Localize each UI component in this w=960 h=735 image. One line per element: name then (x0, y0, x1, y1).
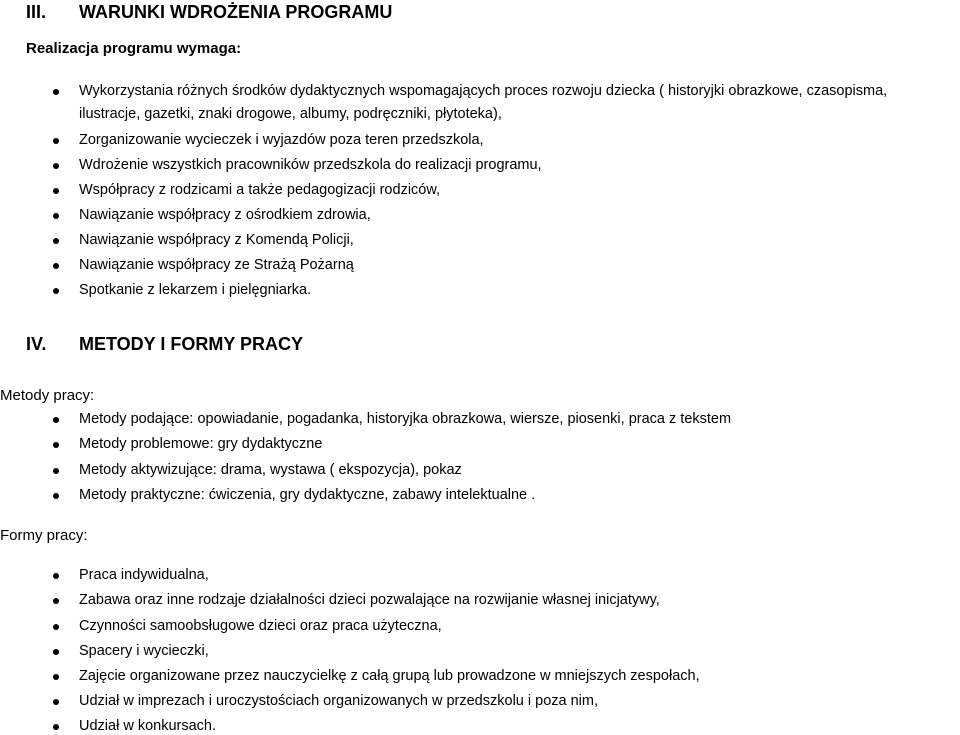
list-item: Metody aktywizujące: drama, wystawa ( ekspozycja), pokaz (79, 462, 462, 478)
bullet-icon (53, 89, 59, 95)
bullet-icon (53, 288, 59, 294)
section-3-number: III. (26, 2, 47, 22)
list-item: Współpracy z rodzicami a także pedagogizacji rodziców, (79, 182, 441, 198)
bullet-icon (53, 138, 59, 144)
list-item: Nawiązanie współpracy z Komendą Policji, (79, 232, 354, 248)
section-3-title: WARUNKI WDROŻENIA PROGRAMU (79, 2, 393, 22)
list-item: Metody problemowe: gry dydaktyczne (79, 436, 323, 452)
list-item: Praca indywidualna, (79, 567, 209, 583)
bullet-icon (53, 724, 59, 730)
list-item: Nawiązanie współpracy ze Strażą Pożarną (79, 257, 354, 273)
list-item: Udział w konkursach. (79, 718, 216, 734)
bullet-icon (53, 493, 59, 499)
section-3-subtitle: Realizacja programu wymaga: (26, 40, 242, 57)
list-item: Zajęcie organizowane przez nauczycielkę z całą grupą lub prowadzone w mniejszych zespołach, (79, 668, 700, 684)
bullet-icon (53, 674, 59, 680)
bullet-icon (53, 624, 59, 630)
list-item: Spacery i wycieczki, (79, 643, 209, 659)
section-4-number: IV. (26, 334, 47, 354)
list-item: Zabawa oraz inne rodzaje działalności dzieci pozwalające na rozwijanie własnej inicjatywy, (79, 592, 660, 608)
list-item: Nawiązanie współpracy z ośrodkiem zdrowia, (79, 207, 371, 223)
list-item: Zorganizowanie wycieczek i wyjazdów poza teren przedszkola, (79, 132, 484, 148)
bullet-icon (53, 238, 59, 244)
bullet-icon (53, 163, 59, 169)
bullet-icon (53, 699, 59, 705)
bullet-icon (53, 213, 59, 219)
bullet-icon (53, 468, 59, 474)
bullet-icon (53, 417, 59, 423)
list-item: Czynności samoobsługowe dzieci oraz praca użyteczna, (79, 618, 442, 634)
bullet-icon (53, 442, 59, 448)
list-item: Wdrożenie wszystkich pracowników przedszkola do realizacji programu, (79, 157, 542, 173)
list-item: Udział w imprezach i uroczystościach organizowanych w przedszkolu i poza nim, (79, 693, 598, 709)
forms-heading: Formy pracy: (0, 527, 88, 544)
bullet-icon (53, 263, 59, 269)
methods-heading: Metody pracy: (0, 387, 95, 404)
list-item-continuation: ilustracje, gazetki, znaki drogowe, albumy, podręczniki, płytoteka), (79, 106, 502, 122)
bullet-icon (53, 573, 59, 579)
list-item: Metody praktyczne: ćwiczenia, gry dydaktyczne, zabawy intelektualne . (79, 487, 536, 503)
section-4-title: METODY I FORMY PRACY (79, 334, 304, 354)
bullet-icon (53, 598, 59, 604)
list-item: Metody podające: opowiadanie, pogadanka, historyjka obrazkowa, wiersze, piosenki, praca z tekstem (79, 411, 732, 427)
list-item: Spotkanie z lekarzem i pielęgniarka. (79, 282, 312, 298)
bullet-icon (53, 188, 59, 194)
list-item: Wykorzystania różnych środków dydaktycznych wspomagających proces rozwoju dziecka ( historyjki obrazkowe, czasopisma, (79, 83, 888, 99)
bullet-icon (53, 649, 59, 655)
